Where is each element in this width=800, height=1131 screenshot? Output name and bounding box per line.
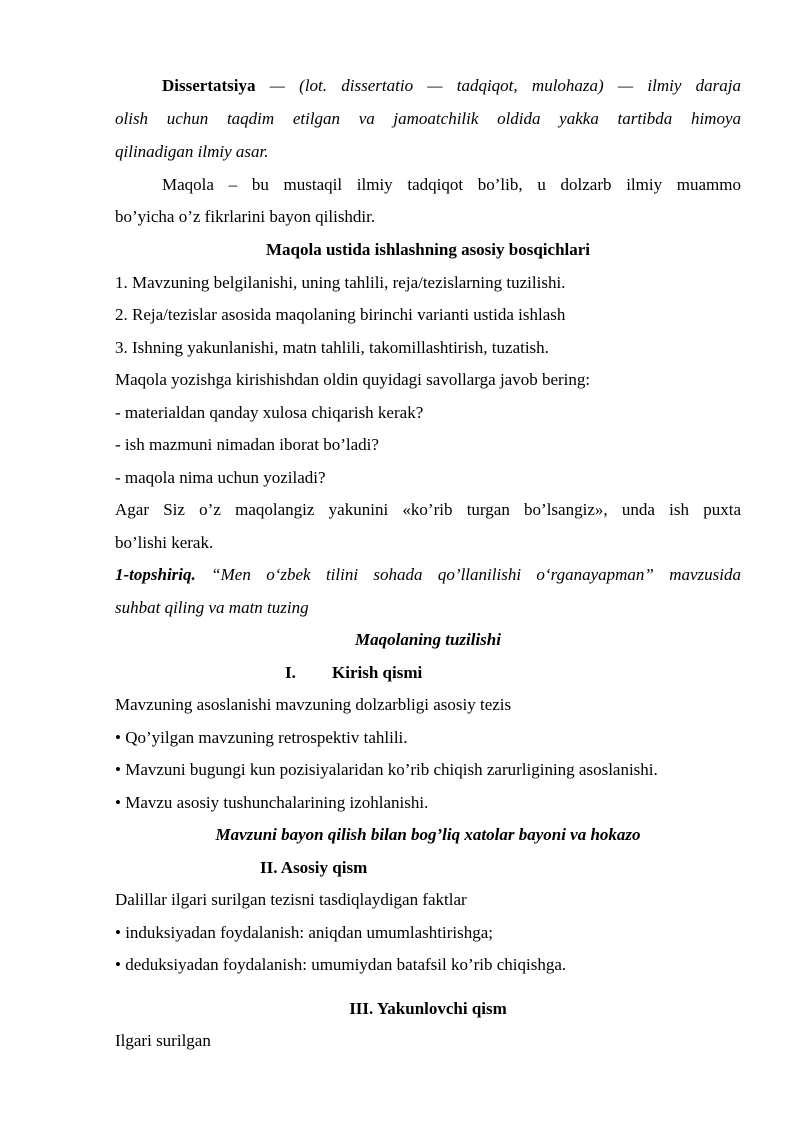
agar-line-2: bo’lishi kerak. — [115, 533, 214, 552]
section-1-line: Mavzuning asoslanishi mavzuning dolzarbligi asosiy tezis — [115, 695, 512, 714]
maqola-definition-line-2: bo’yicha o’z fikrlarini bayon qilishdir. — [115, 207, 376, 226]
section-1-bullet-2: • Mavzuni bugungi kun pozisiyalaridan ko’rib chiqish zarurligining asoslanishi. — [115, 760, 658, 779]
section-2-bullet-2: • deduksiyadan foydalanish: umumiydan batafsil ko’rib chiqishga. — [115, 955, 567, 974]
term-dissertatsiya: Dissertatsiya — [162, 76, 256, 95]
stage-item-3: 3. Ishning yakunlanishi, matn tahlili, takomillashtirish, tuzatish. — [115, 338, 549, 357]
definition-rest: — (lot. dissertatio — tadqiqot, mulohaza) — ilmiy daraja — [255, 76, 741, 95]
section-2-bullet-1: • induksiyadan foydalanish: aniqdan umumlashtirishga; — [115, 923, 494, 942]
section-1-number: I. — [285, 663, 296, 682]
section-1-bullet-1: • Qo’yilgan mavzuning retrospektiv tahlili. — [115, 728, 408, 747]
question-item-2: - ish mazmuni nimadan iborat bo’ladi? — [115, 435, 379, 454]
stage-item-2: 2. Reja/tezislar asosida maqolaning birinchi varianti ustida ishlash — [115, 305, 566, 324]
section-1-note: Mavzuni bayon qilish bilan bog’liq xatolar bayoni va hokazo — [215, 825, 641, 844]
section-1-title: Kirish qismi — [332, 663, 423, 682]
section-3-line: Ilgari surilgan — [115, 1031, 211, 1050]
definition-line-1 — [162, 75, 741, 97]
question-item-1: - materialdan qanday xulosa chiqarish kerak? — [115, 403, 424, 422]
task-label: 1-topshiriq. — [115, 565, 196, 584]
section-1-bullet-3: • Mavzu asosiy tushunchalarining izohlanishi. — [115, 793, 429, 812]
task-line-1 — [115, 564, 741, 586]
section-3-title: III. Yakunlovchi qism — [349, 999, 507, 1018]
questions-intro: Maqola yozishga kirishishdan oldin quyidagi savollarga javob bering: — [115, 370, 591, 389]
task-rest: “Men o‘zbek tilini sohada qo’llanilishi o‘rganayapman” mavzusida — [195, 565, 741, 584]
maqola-definition-line-1: Maqola – bu mustaqil ilmiy tadqiqot bo’lib, u dolzarb ilmiy muammo — [162, 175, 741, 194]
stage-item-1: 1. Mavzuning belgilanishi, uning tahlili, reja/tezislarning tuzilishi. — [115, 273, 566, 292]
definition-line-2: olish uchun taqdim etilgan va jamoatchilik oldida yakka tartibda himoya — [115, 109, 741, 128]
task-line-2: suhbat qiling va matn tuzing — [115, 598, 309, 617]
definition-line-3: qilinadigan ilmiy asar. — [115, 142, 269, 161]
structure-heading: Maqolaning tuzilishi — [355, 630, 501, 649]
stages-heading: Maqola ustida ishlashning asosiy bosqichlari — [265, 240, 591, 259]
agar-line-1: Agar Siz o’z maqolangiz yakunini «ko’rib turgan bo’lsangiz», unda ish puxta — [115, 500, 741, 519]
section-2-line: Dalillar ilgari surilgan tezisni tasdiqlaydigan faktlar — [115, 890, 467, 909]
section-2-title: II. Asosiy qism — [260, 858, 368, 877]
question-item-3: - maqola nima uchun yoziladi? — [115, 468, 326, 487]
